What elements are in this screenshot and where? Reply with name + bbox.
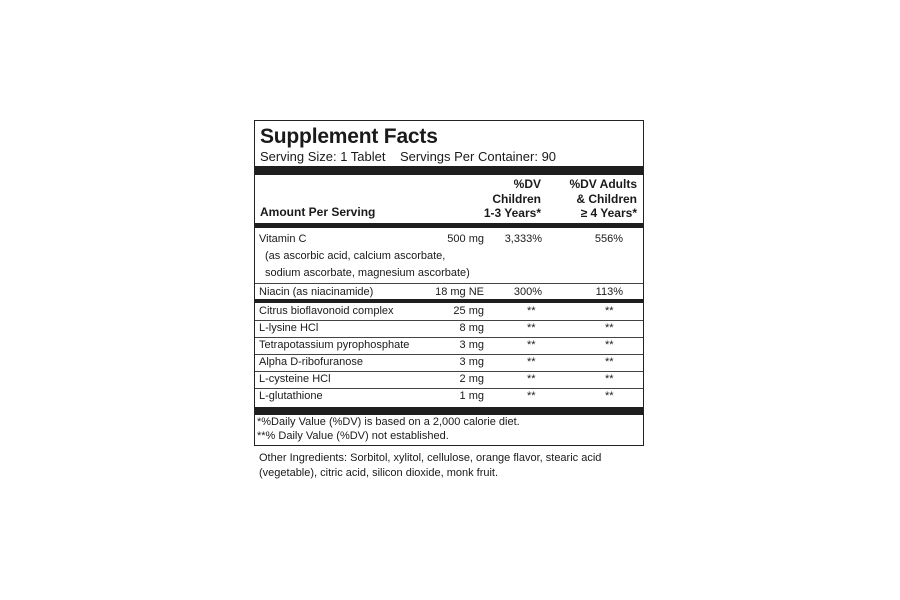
ingredient-amount: 25 mg [453, 305, 484, 317]
ingredient-dv-adults: ** [605, 339, 614, 351]
nutrient-name: Vitamin C [259, 233, 307, 245]
header-dv-children-line3: 1-3 Years* [483, 206, 541, 220]
ingredient-row [255, 321, 643, 337]
ingredient-dv-children: ** [527, 322, 536, 334]
nutrient-amount: 500 mg [447, 233, 484, 245]
header-dv-adults-line3: ≥ 4 Years* [580, 206, 637, 220]
supplement-facts-panel [254, 120, 644, 446]
row-divider [255, 283, 643, 284]
amount-per-serving-heading: Amount Per Serving [260, 205, 376, 219]
vitamin-c-form-line2: sodium ascorbate, magnesium ascorbate) [265, 267, 470, 279]
nutrient-amount: 18 mg NE [435, 286, 484, 298]
nutrient-row-vitamin-c [255, 232, 643, 248]
ingredient-row [255, 389, 643, 405]
other-ingredients: Other Ingredients: Sorbitol, xylitol, cellulose, orange flavor, stearic acid (vegetable), citric acid, silicon dioxide, monk fruit. [259, 452, 602, 479]
header-dv-adults-line2: & Children [576, 191, 637, 206]
nutrient-name: Niacin (as niacinamide) [259, 286, 374, 298]
footnote-dv-basis: *%Daily Value (%DV) is based on a 2,000 calorie diet. [257, 416, 520, 428]
ingredient-amount: 3 mg [459, 356, 484, 368]
panel-title: Supplement Facts [260, 125, 438, 148]
ingredient-row [255, 338, 643, 354]
vitamin-c-form-line1: (as ascorbic acid, calcium ascorbate, [265, 250, 446, 262]
ingredient-dv-adults: ** [605, 322, 614, 334]
nutrient-dv-children: 300% [513, 286, 542, 298]
footnote-dv-not-established: **% Daily Value (%DV) not established. [257, 430, 449, 442]
ingredient-dv-adults: ** [605, 390, 614, 402]
ingredient-dv-children: ** [527, 373, 536, 385]
header-dv-children [484, 177, 541, 221]
ingredient-name: L-glutathione [259, 390, 323, 402]
serving-info: Serving Size: 1 Tablet Servings Per Container: 90 [260, 149, 557, 164]
thick-divider-top [255, 166, 643, 175]
ingredient-amount: 1 mg [459, 390, 484, 402]
ingredient-row [255, 355, 643, 371]
nutrient-dv-adults: 556% [594, 233, 623, 245]
ingredient-dv-adults: ** [605, 356, 614, 368]
ingredient-amount: 2 mg [459, 373, 484, 385]
ingredient-name: L-cysteine HCl [259, 373, 331, 385]
thick-divider-bottom [255, 407, 643, 415]
ingredient-name: Citrus bioflavonoid complex [259, 305, 394, 317]
nutrient-dv-children: 3,333% [504, 233, 542, 245]
ingredient-dv-children: ** [527, 305, 536, 317]
header-dv-children-line1: %DV [513, 177, 541, 191]
ingredient-amount: 3 mg [459, 339, 484, 351]
ingredient-dv-children: ** [527, 356, 536, 368]
header-dv-adults-line1: %DV Adults [569, 177, 637, 191]
header-dv-children-line2: Children [492, 191, 541, 206]
ingredient-name: L-lysine HCl [259, 322, 319, 334]
header-dv-adults [569, 177, 637, 221]
thick-divider-mid [255, 299, 643, 303]
ingredient-dv-children: ** [527, 390, 536, 402]
nutrient-dv-adults: 113% [595, 286, 623, 298]
thick-divider-header [255, 223, 643, 228]
ingredient-row [255, 304, 643, 320]
ingredient-dv-adults: ** [605, 373, 614, 385]
ingredient-dv-children: ** [527, 339, 536, 351]
ingredient-name: Alpha D-ribofuranose [259, 356, 363, 368]
ingredient-amount: 8 mg [459, 322, 484, 334]
ingredient-row [255, 372, 643, 388]
ingredient-dv-adults: ** [605, 305, 614, 317]
ingredient-name: Tetrapotassium pyrophosphate [259, 339, 410, 351]
